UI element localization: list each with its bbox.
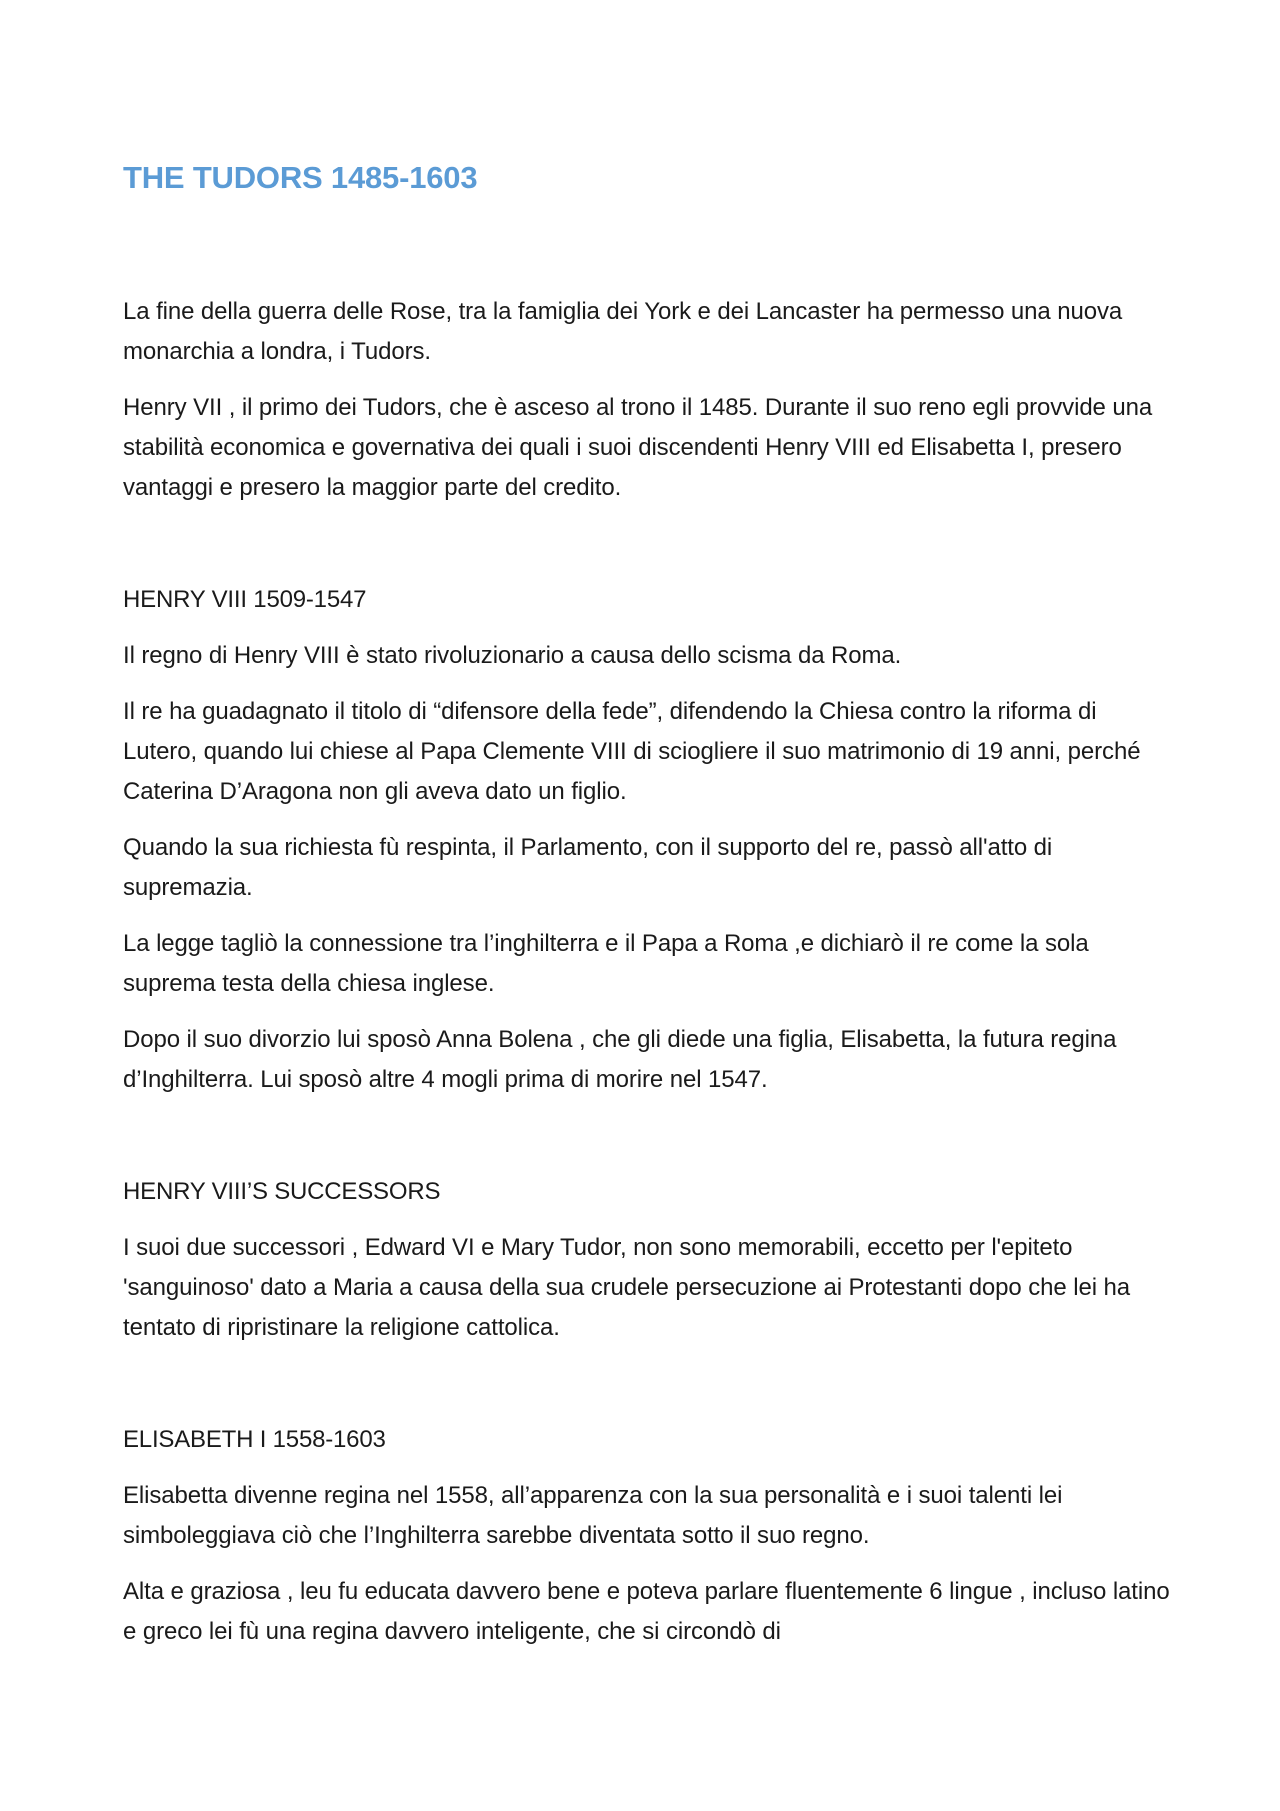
document-title: THE TUDORS 1485-1603 — [123, 160, 478, 195]
section-heading-henry-viii: HENRY VIII 1509-1547 — [123, 586, 367, 613]
section-heading-successors: HENRY VIII’S SUCCESSORS — [123, 1178, 441, 1205]
elisabeth-paragraph-1: Elisabetta divenne regina nel 1558, all’apparenza con la sua personalità e i suoi talenti lei simboleggiava ciò che l’Inghilterra sarebbe diventata sotto il suo regno. — [123, 1482, 1063, 1549]
henry-viii-paragraph-1: Il regno di Henry VIII è stato rivoluzionario a causa dello scisma da Roma. — [123, 642, 902, 669]
intro-paragraph-1: La fine della guerra delle Rose, tra la famiglia dei York e dei Lancaster ha permesso una nuova monarchia a londra, i Tudors. — [123, 298, 1123, 365]
intro-paragraph-2: Henry VII , il primo dei Tudors, che è asceso al trono il 1485. Durante il suo reno egli provvide una stabilità economica e governativa dei quali i suoi discendenti Henry VIII ed Elisabetta I, presero vantaggi e presero la maggior parte del credito. — [123, 394, 1153, 501]
henry-viii-paragraph-5: Dopo il suo divorzio lui sposò Anna Bolena , che gli diede una figlia, Elisabetta, la futura regina d’Inghilterra. Lui sposò altre 4 mogli prima di morire nel 1547. — [123, 1026, 1117, 1093]
henry-viii-paragraph-2: Il re ha guadagnato il titolo di “difensore della fede”, difendendo la Chiesa contro la riforma di Lutero, quando lui chiese al Papa Clemente VIII di sciogliere il suo matrimonio di 19 anni, perché Caterina D’Aragona non gli aveva dato un figlio. — [123, 698, 1141, 805]
henry-viii-paragraph-4: La legge tagliò la connessione tra l’inghilterra e il Papa a Roma ,e dichiarò il re come la sola suprema testa della chiesa inglese. — [123, 930, 1089, 997]
successors-paragraph-1: I suoi due successori , Edward VI e Mary Tudor, non sono memorabili, eccetto per l'epiteto 'sanguinoso' dato a Maria a causa della sua crudele persecuzione ai Protestanti dopo che lei ha tentato di ripristinare la religione cattolica. — [123, 1234, 1130, 1341]
document-body — [123, 158, 1173, 1668]
henry-viii-paragraph-3: Quando la sua richiesta fù respinta, il Parlamento, con il supporto del re, passò all'atto di supremazia. — [123, 834, 1053, 901]
elisabeth-paragraph-2: Alta e graziosa , leu fu educata davvero bene e poteva parlare fluentemente 6 lingue , incluso latino e greco lei fù una regina davvero inteligente, che si circondò di — [123, 1578, 1170, 1645]
section-heading-elisabeth-i: ELISABETH I 1558-1603 — [123, 1426, 386, 1453]
